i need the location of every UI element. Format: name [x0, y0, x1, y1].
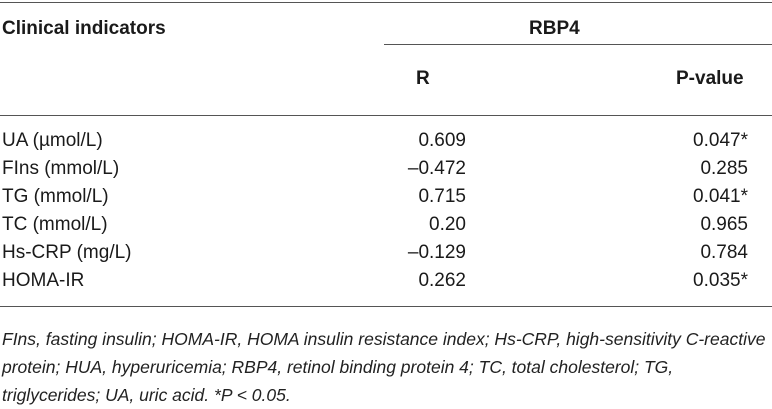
- indicator-cell: TC (mmol/L): [2, 214, 108, 235]
- p-value-cell: 0.035*: [693, 270, 748, 291]
- p-value-cell: 0.965: [700, 214, 748, 235]
- header-rule: [0, 115, 772, 116]
- table-row: [0, 183, 772, 211]
- indicator-cell: Hs-CRP (mg/L): [2, 242, 132, 263]
- indicator-cell: TG (mmol/L): [2, 186, 109, 207]
- r-cell: –0.472: [407, 158, 466, 179]
- p-value-cell: 0.041*: [693, 186, 748, 207]
- table-row: [0, 239, 772, 267]
- r-cell: 0.609: [418, 130, 466, 151]
- p-value-cell: 0.784: [700, 242, 748, 263]
- table-row: [0, 155, 772, 183]
- table-footnote: FIns, fasting insulin; HOMA-IR, HOMA insulin resistance index; Hs-CRP, high-sensitivity C-reactive protein; HUA, hyperuricemia; RBP4, retinol binding protein 4; TC, total cholesterol; TG, triglycerides; UA, uric acid. *P < 0.05.: [2, 329, 766, 405]
- table-row: [0, 211, 772, 239]
- r-cell: 0.20: [429, 214, 466, 235]
- bottom-rule: [0, 306, 772, 307]
- p-value-cell: 0.047*: [693, 130, 748, 151]
- group-rule: [384, 44, 772, 45]
- indicator-cell: HOMA-IR: [2, 270, 85, 291]
- p-value-cell: 0.285: [700, 158, 748, 179]
- header-r: R: [416, 68, 430, 89]
- header-p-value: P-value: [676, 68, 744, 89]
- r-cell: 0.262: [418, 270, 466, 291]
- header-clinical-indicators: Clinical indicators: [2, 18, 166, 39]
- header-rbp4: RBP4: [529, 18, 580, 39]
- top-rule: [0, 2, 772, 3]
- table-row: [0, 127, 772, 155]
- r-cell: –0.129: [407, 242, 466, 263]
- r-cell: 0.715: [418, 186, 466, 207]
- indicator-cell: UA (µmol/L): [2, 130, 103, 151]
- table-row: [0, 267, 772, 295]
- indicator-cell: FIns (mmol/L): [2, 158, 120, 179]
